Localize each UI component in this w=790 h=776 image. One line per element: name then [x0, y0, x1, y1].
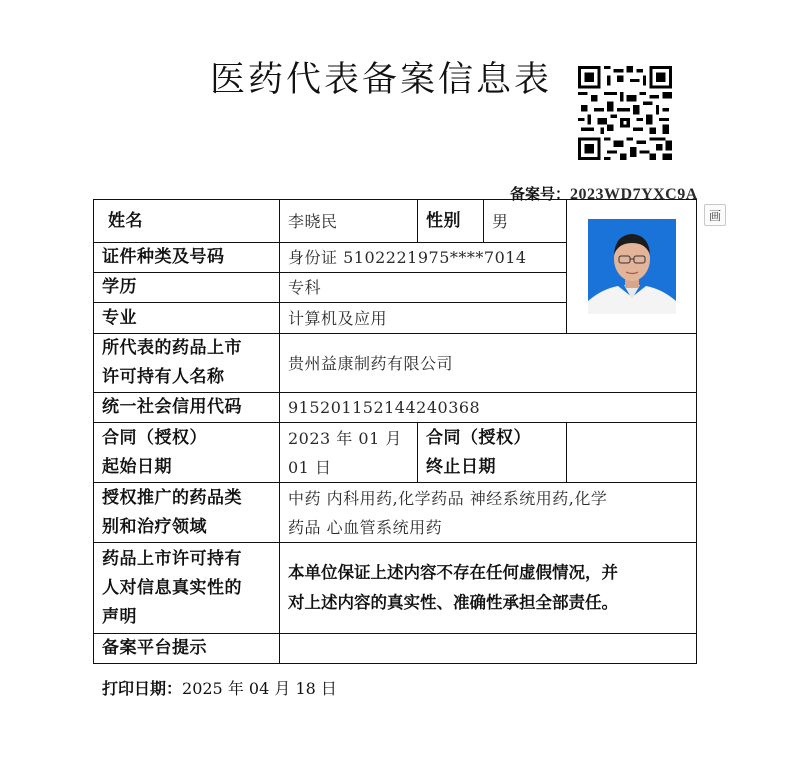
image-tool-icon: 画	[708, 209, 721, 223]
statement-value-line1: 本单位保证上述内容不存在任何虚假情况，并	[288, 563, 618, 582]
id-value: 身份证 5102221975****7014	[280, 243, 567, 273]
name-label: 姓名	[94, 200, 280, 243]
credit-code-label: 统一社会信用代码	[94, 393, 280, 423]
major-value: 计算机及应用	[280, 303, 567, 334]
education-value: 专科	[280, 273, 567, 303]
contract-end-label	[418, 423, 567, 483]
qr-code-icon	[578, 66, 672, 160]
print-date-value: 2025 年 04 月 18 日	[182, 679, 337, 698]
holder-value: 贵州益康制药有限公司	[280, 334, 697, 393]
contract-start-value-line2: 01 日	[288, 457, 332, 477]
photo-cell	[567, 200, 697, 334]
holder-label-line2: 许可持有人名称	[102, 367, 225, 387]
holder-label	[94, 334, 280, 393]
scope-label-line1: 授权推广的药品类	[102, 487, 242, 508]
scope-label	[94, 483, 280, 543]
contract-start-label-line1: 合同（授权）	[102, 427, 207, 448]
name-value: 李晓民	[280, 200, 418, 243]
statement-label-line2: 人对信息真实性的	[102, 577, 242, 598]
scope-label-line2: 别和治疗领域	[102, 516, 207, 537]
holder-label-line1: 所代表的药品上市	[102, 338, 242, 358]
image-tool-button[interactable]	[704, 204, 726, 226]
statement-value-line2: 对上述内容的真实性、准确性承担全部责任。	[288, 593, 618, 612]
contract-start-label	[94, 423, 280, 483]
scope-value	[280, 483, 697, 543]
platform-note-label: 备案平台提示	[94, 634, 280, 664]
filing-info-table	[93, 199, 697, 664]
contract-start-value	[280, 423, 418, 483]
gender-label: 性别	[418, 200, 484, 243]
platform-note-value	[280, 634, 697, 664]
print-date-label: 打印日期：	[102, 679, 183, 698]
print-date-line	[102, 676, 337, 699]
credit-code-value: 915201152144240368	[280, 393, 697, 423]
statement-label-line1: 药品上市许可持有	[102, 548, 242, 569]
record-number-value: 2023WD7YXC9A	[570, 186, 698, 203]
major-label: 专业	[94, 303, 280, 334]
contract-start-value-line1: 2023 年 01 月	[288, 428, 402, 448]
statement-label	[94, 543, 280, 634]
document-title: 医药代表备案信息表	[210, 60, 553, 100]
gender-value: 男	[484, 200, 567, 243]
contract-start-label-line2: 起始日期	[102, 456, 172, 477]
record-number-label: 备案号：	[510, 185, 571, 203]
contract-end-value	[567, 423, 697, 483]
statement-value	[280, 543, 697, 634]
education-label: 学历	[94, 273, 280, 303]
contract-end-label-line1: 合同（授权）	[426, 427, 531, 448]
person-photo	[588, 219, 676, 314]
statement-label-line3: 声明	[102, 606, 137, 627]
contract-end-label-line2: 终止日期	[426, 456, 496, 477]
scope-value-line2: 药品 心血管系统用药	[288, 517, 443, 537]
id-label: 证件种类及号码	[94, 243, 280, 273]
scope-value-line1: 中药 内科用药,化学药品 神经系统用药,化学	[288, 488, 608, 508]
